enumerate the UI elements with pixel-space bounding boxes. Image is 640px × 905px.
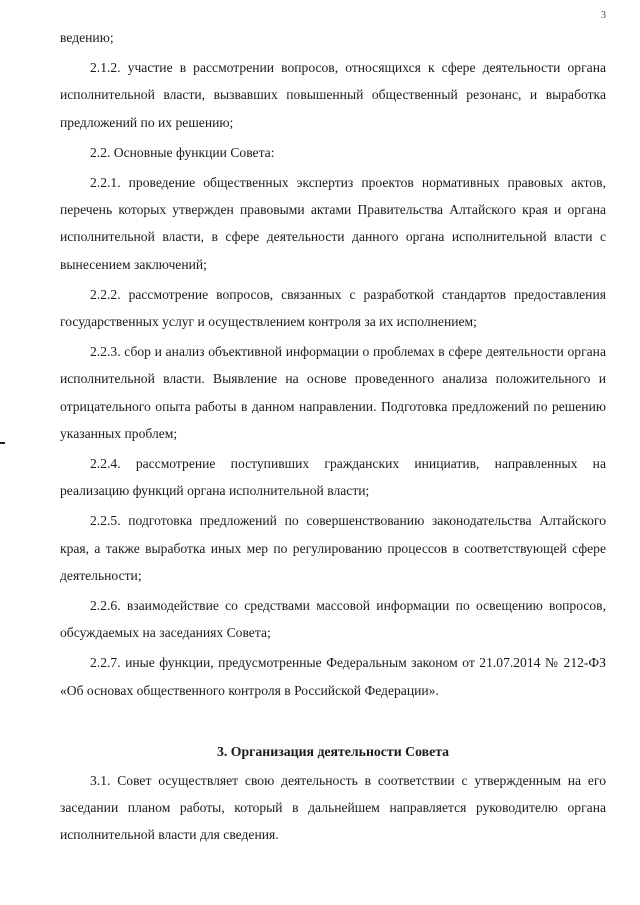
paragraph-2-2-1: 2.2.1. проведение общественных экспертиз проектов нормативных правовых актов, перечень которых утвержден правовыми актами Правительства Алтайского края и органа исполнительной власти, в сфере деятельности данного органа исполнительной власти с вынесением заключений; — [60, 175, 606, 272]
paragraph-2-2-3: 2.2.3. сбор и анализ объективной информации о проблемах в сфере деятельности органа исполнительной власти. Выявление на основе проведенного анализа положительного и отрицательного опыта работы в данном направлении. Подготовка предложений по решению указанных проблем; — [60, 344, 606, 441]
document-body — [60, 24, 606, 852]
paragraph-2-2-4: 2.2.4. рассмотрение поступивших гражданских инициатив, направленных на реализацию функций органа исполнительной власти; — [60, 456, 606, 499]
section-heading: 3. Организация деятельности Совета — [216, 743, 450, 759]
paragraph-2-2-7: 2.2.7. иные функции, предусмотренные Федеральным законом от 21.07.2014 № 212-ФЗ «Об основах общественного контроля в Российской Федерации». — [60, 655, 606, 698]
paragraph-2-2-5: 2.2.5. подготовка предложений по совершенствованию законодательства Алтайского края, а также выработка иных мер по регулированию процессов в соответствующей сфере деятельности; — [60, 513, 606, 583]
margin-mark — [0, 442, 5, 444]
paragraph-2-2: 2.2. Основные функции Совета: — [90, 144, 275, 160]
paragraph-2-2-6: 2.2.6. взаимодействие со средствами массовой информации по освещению вопросов, обсуждаемых на заседаниях Совета; — [60, 598, 606, 641]
paragraph-continuation: ведению; — [60, 30, 114, 45]
paragraph-3-1: 3.1. Совет осуществляет свою деятельность в соответствии с утвержденным на его заседании планом работы, который в дальнейшем направляется руководителю органа исполнительной власти для сведения. — [60, 773, 606, 843]
paragraph-2-2-2: 2.2.2. рассмотрение вопросов, связанных с разработкой стандартов предоставления государственных услуг и осуществлением контроля за их исполнением; — [60, 286, 606, 330]
paragraph-2-1-2: 2.1.2. участие в рассмотрении вопросов, относящихся к сфере деятельности органа исполнительной власти, вызвавших повышенный общественный резонанс, и выработка предложений по их решению; — [60, 60, 606, 130]
page-number: 3 — [601, 10, 606, 21]
